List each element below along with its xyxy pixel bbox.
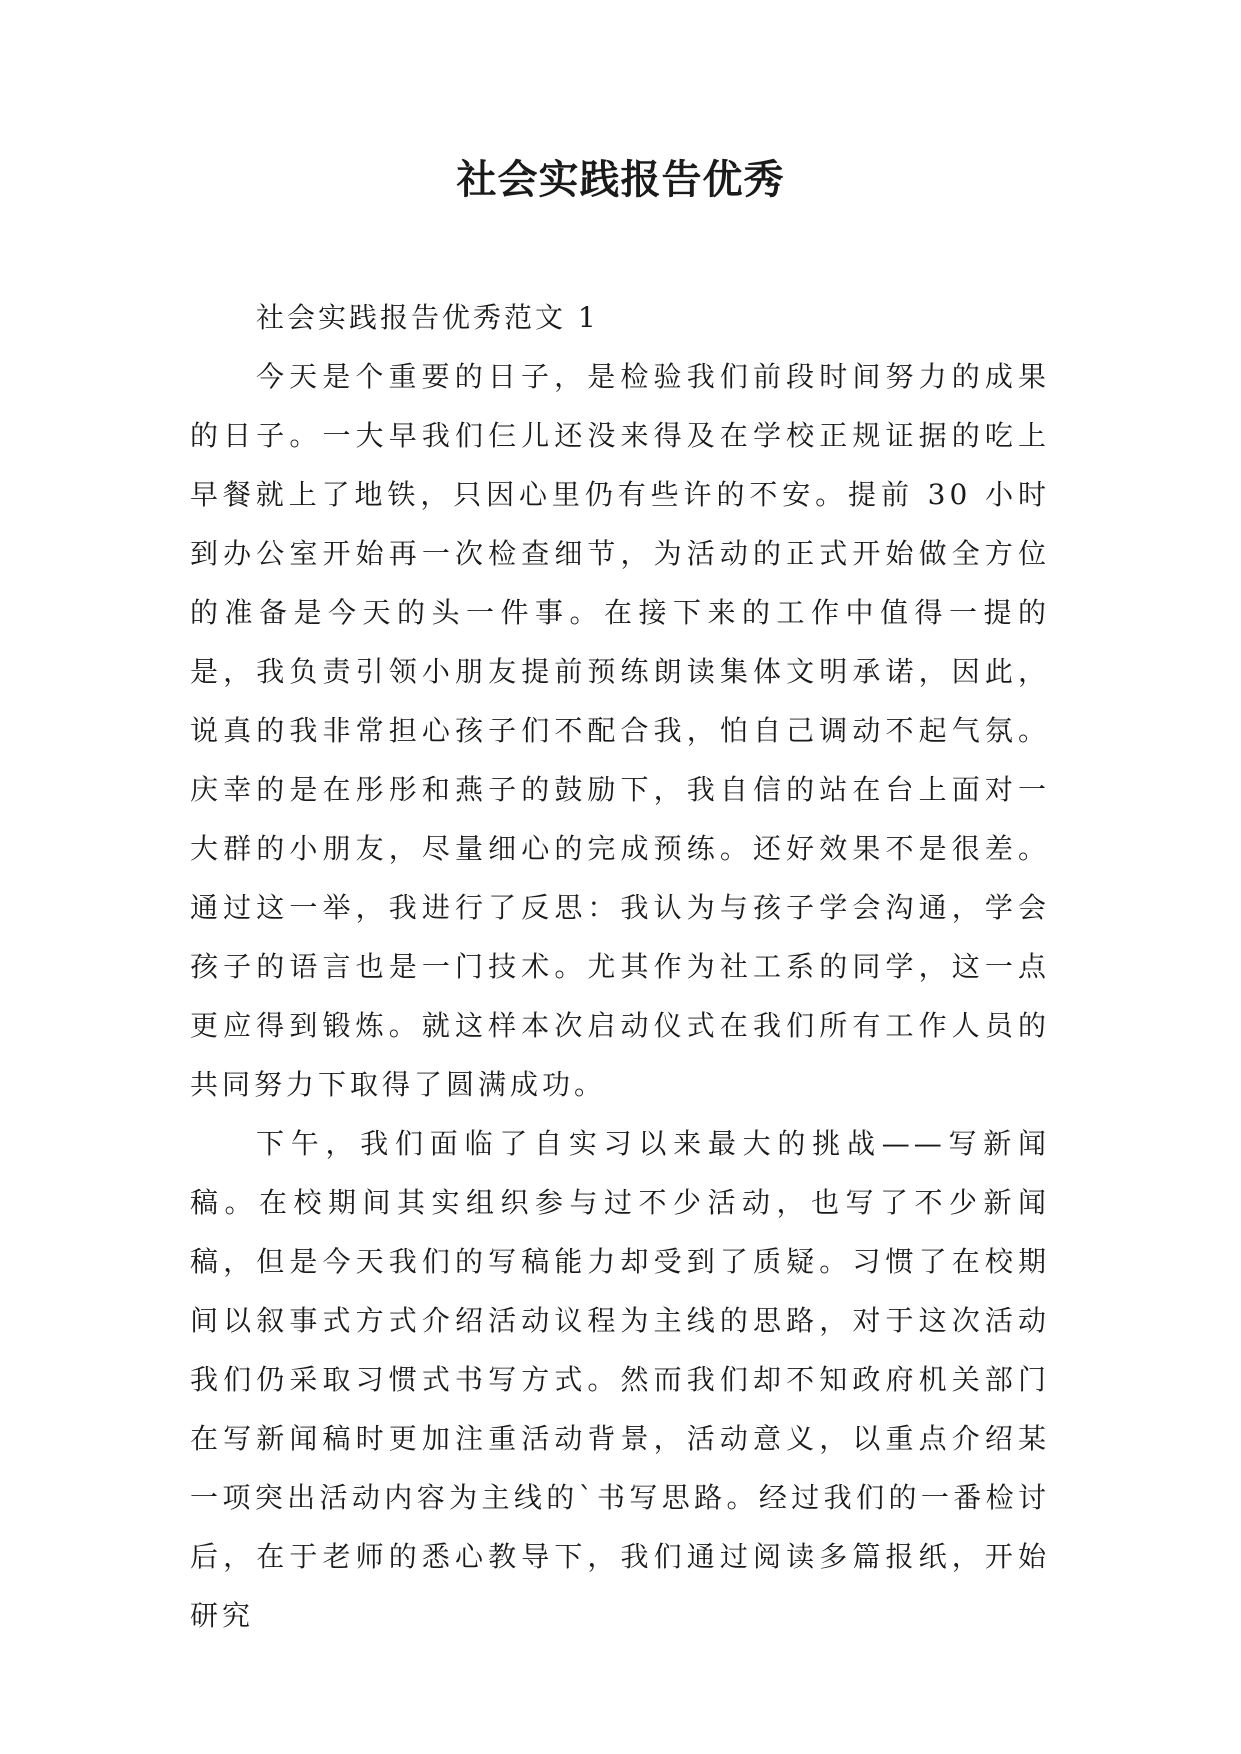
document-body (190, 289, 1050, 1645)
document-title: 社会实践报告优秀 (456, 157, 785, 203)
body-paragraph-2: 下午，我们面临了自实习以来最大的挑战——写新闻稿。在校期间其实组织参与过不少活动，也写了不少新闻稿，但是今天我们的写稿能力却受到了质疑。习惯了在校期间以叙事式方式介绍活动议程为主线的思路，对于这次活动我们仍采取习惯式书写方式。然而我们却不知政府机关部门在写新闻稿时更加注重活动背景，活动意义，以重点介绍某一项突出活动内容为主线的`书写思路。经过我们的一番检讨后，在于老师的悉心教导下，我们通过阅读多篇报纸，开始研究 (190, 1127, 1050, 1632)
section-heading: 社会实践报告优秀范文 1 (256, 301, 599, 334)
body-paragraph-1: 今天是个重要的日子，是检验我们前段时间努力的成果的日子。一大早我们仨儿还没来得及在学校正规证据的吃上早餐就上了地铁，只因心里仍有些许的不安。提前 30 小时到办公室开始再一次检查细节，为活动的正式开始做全方位的准备是今天的头一件事。在接下来的工作中值得一提的是，我负责引领小朋友提前预练朗读集体文明承诺，因此，说真的我非常担心孩子们不配合我，怕自己调动不起气氛。庆幸的是在彤彤和燕子的鼓励下，我自信的站在台上面对一大群的小朋友，尽量细心的完成预练。还好效果不是很差。通过这一举，我进行了反思：我认为与孩子学会沟通，学会孩子的语言也是一门技术。尤其作为社工系的同学，这一点更应得到锻炼。就这样本次启动仪式在我们所有工作人员的共同努力下取得了圆满成功。 (190, 360, 1050, 1101)
